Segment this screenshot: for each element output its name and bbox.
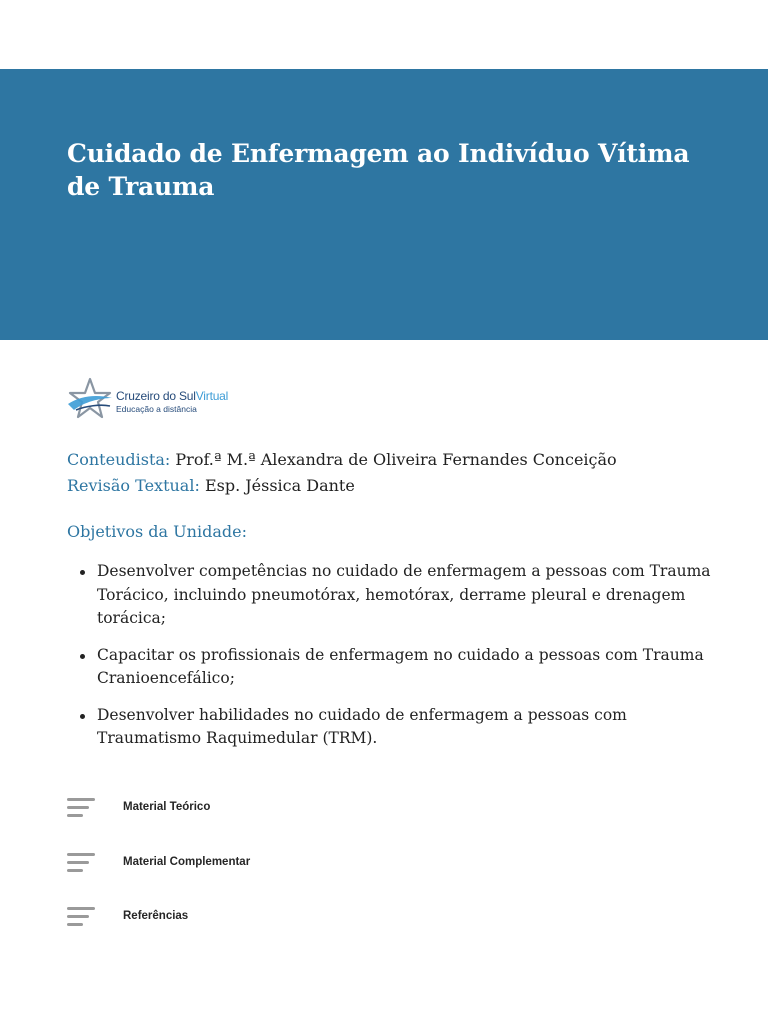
review-label: Revisão Textual: [67, 476, 200, 495]
credits-block [67, 447, 617, 499]
logo-subtitle: Educação a distância [116, 404, 197, 414]
brand-logo [66, 376, 241, 422]
page-title: Cuidado de Enfermagem ao Indivíduo Vítima de Trauma [67, 139, 690, 201]
list-lines-icon [67, 905, 97, 929]
list-lines-icon [67, 851, 97, 875]
content-menu [67, 790, 467, 954]
objective-item: Desenvolver competências no cuidado de enfermagem a pessoas com Trauma Torácico, incluindo pneumotórax, hemotórax, derrame pleural e drenagem torácica; [97, 560, 722, 631]
author-value: Prof.ª M.ª Alexandra de Oliveira Fernandes Conceição [175, 450, 617, 469]
objective-item: Desenvolver habilidades no cuidado de enfermagem a pessoas com Traumatismo Raquimedular (TRM). [97, 704, 722, 751]
logo-name-main: Cruzeiro do Sul [116, 389, 196, 403]
menu-item-label: Referências [123, 910, 189, 922]
list-lines-icon [67, 796, 97, 820]
header-banner [0, 69, 768, 340]
star-logo-icon [66, 376, 114, 422]
review-value: Esp. Jéssica Dante [204, 476, 355, 495]
logo-name-virtual: Virtual [195, 389, 229, 403]
menu-item-referencias[interactable] [67, 899, 467, 954]
review-line [67, 473, 617, 499]
objective-item: Capacitar os profissionais de enfermagem no cuidado a pessoas com Trauma Cranioencefálico; [97, 644, 722, 691]
logo-wordmark [116, 389, 228, 403]
menu-item-material-complementar[interactable] [67, 845, 467, 900]
menu-item-label: Material Complementar [123, 855, 251, 868]
menu-item-label: Material Teórico [123, 801, 211, 813]
objectives-list [67, 560, 722, 764]
author-line [67, 447, 617, 473]
objectives-title: Objetivos da Unidade: [67, 522, 247, 541]
author-label: Conteudista: [67, 450, 171, 469]
menu-item-material-teorico[interactable] [67, 790, 467, 845]
